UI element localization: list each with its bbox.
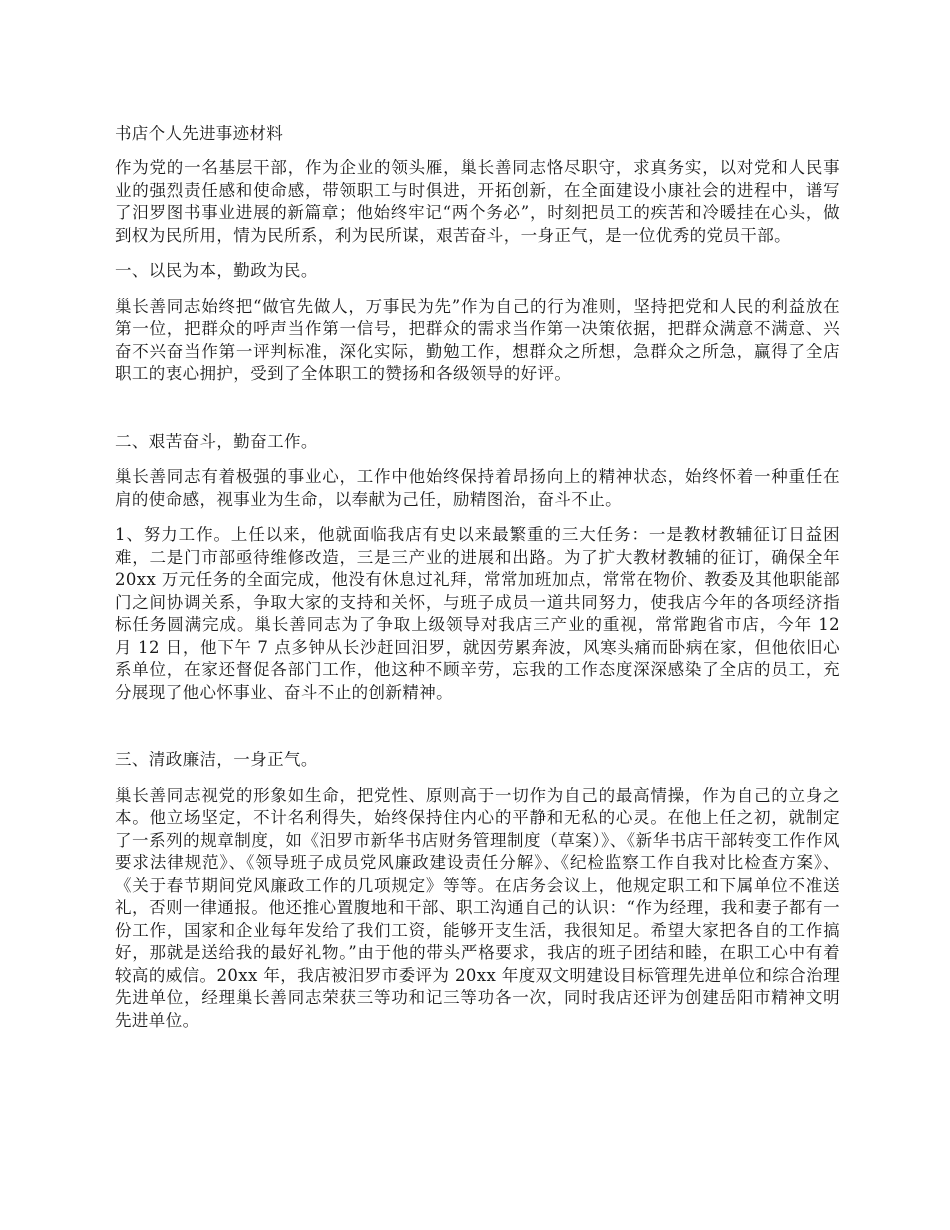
section-2-paragraph-2: 1、努力工作。上任以来，他就面临我店有史以来最繁重的三大任务：一是教材教辅征订日益困难，二是门市部亟待维修改造，三是三产业的进展和出路。为了扩大教材教辅的征订，确保全年 20xx 万元任务的全面完成，他没有休息过礼拜，常常加班加点，常常在物价、教委及其他职能部门之间协调关系，争取大家的支持和关怀，与班子成员一道共同努力，使我店今年的各项经济指标任务圆满完成。巢长善同志为了争取上级领导对我店三产业的重视，常常跑省市店，今年 12 月 12 日，他下午 7 点多钟从长沙赶回汨罗，就因劳累奔波，风寒头痛而卧病在家，但他依旧心系单位，在家还督促各部门工作，他这种不顾辛劳，忘我的工作态度深深感染了全店的员工，充分展现了他心怀事业、奋斗不止的创新精神。 [115,525,840,702]
section-1-heading: 一、以民为本，勤政为民。 [115,261,318,280]
section-1-paragraph-1: 巢长善同志始终把“做官先做人，万事民为先”作为自己的行为准则，坚持把党和人民的利益放在第一位，把群众的呼声当作第一信号，把群众的需求当作第一决策依据，把群众满意不满意、兴奋不兴奋当作第一评判标准，深化实际，勤勉工作，想群众之所想，急群众之所急，赢得了全店职工的衷心拥护，受到了全体职工的赞扬和各级领导的好评。 [115,296,840,383]
intro-paragraph: 作为党的一名基层干部，作为企业的领头雁，巢长善同志恪尽职守，求真务实，以对党和人民事业的强烈责任感和使命感，带领职工与时俱进，开拓创新，在全面建设小康社会的进程中，谱写了汨罗图书事业进展的新篇章；他始终牢记“两个务必”，时刻把员工的疾苦和冷暖挂在心头，做到权为民所用，情为民所系，利为民所谋，艰苦奋斗，一身正气，是一位优秀的党员干部。 [115,158,840,245]
section-3-paragraph-1: 巢长善同志视党的形象如生命，把党性、原则高于一切作为自己的最高情操，作为自己的立身之本。他立场坚定，不计名利得失，始终保持住内心的平静和无私的心灵。在他上任之初，就制定了一系列的规章制度，如《汨罗市新华书店财务管理制度（草案）》、《新华书店干部转变工作作风要求法律规范》、《领导班子成员党风廉政建设责任分解》、《纪检监察工作自我对比检查方案》、《关于春节期间党风廉政工作的几项规定》等等。在店务会议上，他规定职工和下属单位不准送礼，否则一律通报。他还推心置腹地和干部、职工沟通自己的认识：“作为经理，我和妻子都有一份工作，国家和企业每年发给了我们工资，能够开支生活，我很知足。希望大家把各自的工作搞好，那就是送给我的最好礼物。”由于他的带头严格要求，我店的班子团结和睦，在职工心中有着较高的威信。20xx 年，我店被汨罗市委评为 20xx 年度双文明建设目标管理先进单位和综合治理先进单位，经理巢长善同志荣获三等功和记三等功各一次，同时我店还评为创建岳阳市精神文明先进单位。 [115,785,840,1030]
document-page [115,122,840,1045]
section-2-paragraph-1: 巢长善同志有着极强的事业心，工作中他始终保持着昂扬向上的精神状态，始终怀着一种重任在肩的使命感，视事业为生命，以奉献为己任，励精图治，奋斗不止。 [115,467,840,509]
section-2-heading: 二、艰苦奋斗，勤奋工作。 [115,431,318,451]
section-3-heading: 三、清政廉洁，一身正气。 [115,750,318,769]
document-title: 书店个人先进事迹材料 [115,124,283,143]
